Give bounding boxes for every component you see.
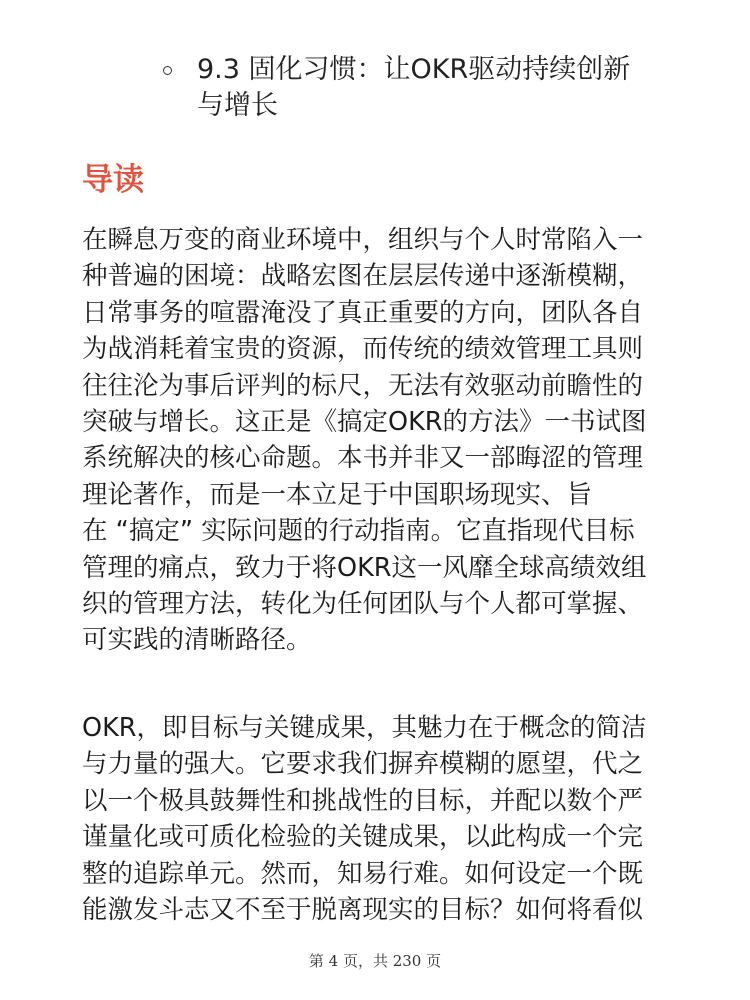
- paragraph-line: 谨量化或可质化检验的关键成果，以此构成一个完: [82, 822, 644, 853]
- paragraph-line: 在 “搞定” 实际问题的行动指南。它直指现代目标: [82, 516, 635, 547]
- paragraph-line: 种普遍的困境：战略宏图在层层传递中逐渐模糊，: [82, 261, 644, 292]
- toc-item-label[interactable]: 9.3 固化习惯：让OKR驱动持续创新与增长: [197, 54, 631, 121]
- paragraph-line: OKR，即目标与关键成果，其魅力在于概念的简洁: [82, 713, 647, 743]
- page-number-footer: 第 4 页，共 230 页: [308, 952, 442, 970]
- body-paragraph-1: [82, 222, 672, 659]
- paragraph-line: 为战消耗着宝贵的资源，而传统的绩效管理工具则: [82, 334, 644, 365]
- paragraph-line: 突破与增长。这正是《搞定OKR的方法》一书试图: [82, 407, 647, 438]
- paragraph-line: 织的管理方法，转化为任何团队与个人都可掌握、: [82, 589, 644, 620]
- paragraph-line: 日常事务的喧嚣淹没了真正重要的方向，团队各自: [82, 297, 644, 328]
- paragraph-line: 整的追踪单元。然而，知易行难。如何设定一个既: [82, 858, 644, 889]
- hollow-circle-bullet-icon: [163, 66, 172, 75]
- paragraph-line: 在瞬息万变的商业环境中，组织与个人时常陷入一: [82, 225, 644, 255]
- paragraph-line: 可实践的清晰路径。: [82, 625, 312, 656]
- paragraph-line: 理论著作，而是一本立足于中国职场现实、旨: [82, 479, 593, 510]
- paragraph-line: 往往沦为事后评判的标尺，无法有效驱动前瞻性的: [82, 370, 644, 401]
- section-heading: 导读: [82, 162, 144, 198]
- paragraph-line: 以一个极具鼓舞性和挑战性的目标，并配以数个严: [82, 785, 644, 816]
- paragraph-line: 能激发斗志又不至于脱离现实的目标？如何将看似: [82, 895, 644, 926]
- paragraph-line: 系统解决的核心命题。本书并非又一部晦涩的管理: [82, 443, 644, 474]
- paragraph-line: 与力量的强大。它要求我们摒弃模糊的愿望，代之: [82, 749, 644, 780]
- paragraph-line: 管理的痛点，致力于将OKR这一风靡全球高绩效组: [82, 552, 647, 583]
- body-paragraph-2: [82, 710, 672, 928]
